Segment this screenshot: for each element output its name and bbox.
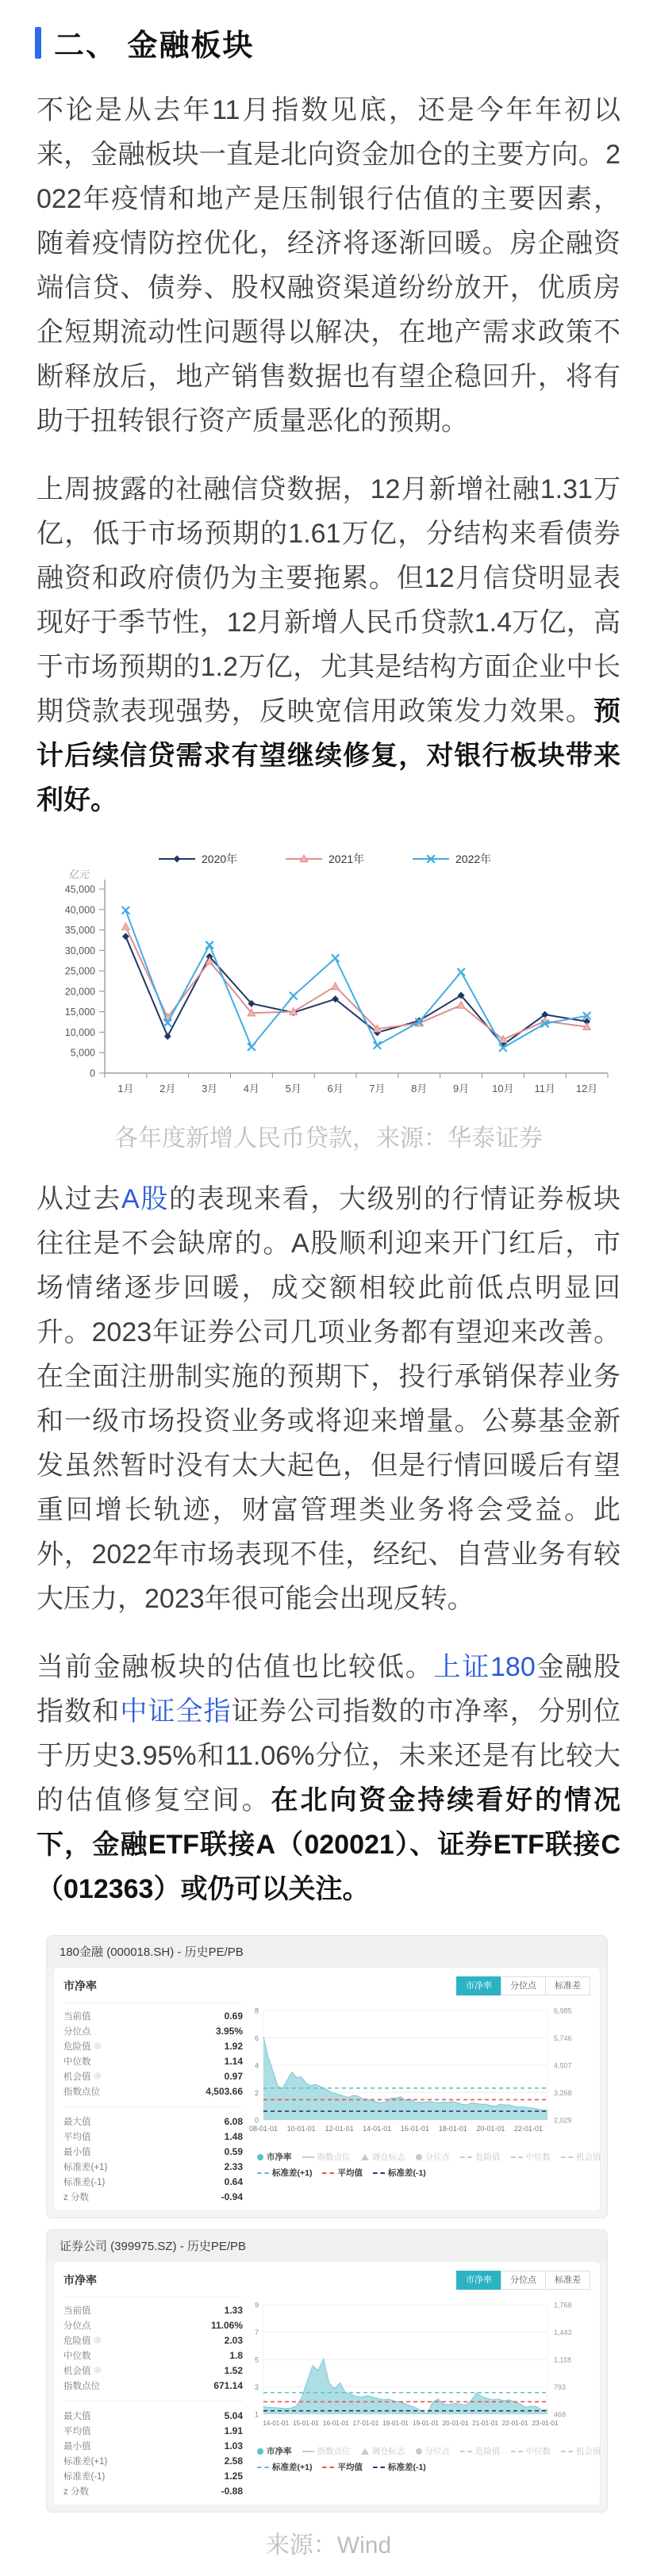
svg-text:9: 9 <box>254 2301 259 2310</box>
legend-item-危险值[interactable]: 危险值 <box>460 2445 501 2457</box>
triangle-glyph-icon <box>361 2448 369 2455</box>
svg-text:9月: 9月 <box>452 1083 470 1094</box>
stat-value: -0.88 <box>221 2485 243 2497</box>
dash-glyph-icon <box>373 2172 385 2174</box>
svg-text:2020年: 2020年 <box>202 853 238 865</box>
stat-value: 11.06% <box>210 2319 243 2331</box>
svg-text:11月: 11月 <box>534 1083 555 1094</box>
svg-text:18-01-01: 18-01-01 <box>438 2125 467 2133</box>
stat-label: 危险值 ◎ <box>63 2336 102 2346</box>
stat-label: 分位点 <box>63 2321 91 2331</box>
svg-text:15-01-01: 15-01-01 <box>292 2420 319 2427</box>
dot-glyph-icon <box>257 2448 263 2455</box>
svg-text:10月: 10月 <box>492 1083 514 1094</box>
stat-row <box>63 2023 243 2038</box>
svg-text:15,000: 15,000 <box>64 1006 95 1018</box>
svg-text:16-01-01: 16-01-01 <box>400 2125 429 2133</box>
tab-分位点[interactable]: 分位点 <box>501 2271 546 2290</box>
text-segment: 当前金融板块的估值也比较低。 <box>36 1652 434 1682</box>
svg-text:18-01-01: 18-01-01 <box>382 2420 409 2427</box>
svg-text:20,000: 20,000 <box>64 986 95 998</box>
stat-value: 2.03 <box>224 2334 243 2346</box>
svg-text:0: 0 <box>90 1068 95 1079</box>
stat-row <box>63 2468 243 2483</box>
stat-label: 指数点位 <box>63 2381 100 2391</box>
svg-text:0: 0 <box>254 2116 259 2125</box>
stat-row <box>63 2008 243 2023</box>
loan-chart-svg <box>32 843 625 1106</box>
svg-text:30,000: 30,000 <box>64 945 95 956</box>
legend-item-中位数[interactable]: 中位数 <box>511 2151 551 2163</box>
stat-value: 2.33 <box>224 2160 243 2172</box>
pb-chart-svg <box>244 2297 592 2441</box>
stat-row <box>63 2438 243 2453</box>
stat-row <box>63 2114 243 2129</box>
info-icon: ◎ <box>94 2041 102 2050</box>
stat-value: 5.04 <box>224 2409 243 2421</box>
stat-row <box>63 2189 243 2204</box>
stat-label: 最小值 <box>63 2147 91 2157</box>
dash-glyph-icon <box>460 2451 472 2452</box>
svg-text:21-01-01: 21-01-01 <box>472 2420 498 2427</box>
stat-row <box>63 2333 243 2348</box>
stat-value: 1.14 <box>224 2055 243 2067</box>
svg-text:2,029: 2,029 <box>554 2116 572 2125</box>
stat-row <box>63 2159 243 2174</box>
svg-text:5,000: 5,000 <box>70 1047 95 1059</box>
svg-text:1,443: 1,443 <box>554 2329 572 2336</box>
stat-row <box>63 2144 243 2159</box>
stat-label: 中位数 <box>63 2351 91 2361</box>
text-segment: 上周披露的社融信贷数据，12月新增社融1.31万亿，低于市场预期的1.61万亿，分结构来看债券融资和政府债仍为主要拖累。但12月信贷明显表现好于季节性，12月新增人民币贷款1.4万亿，高于市场预期的1.2万亿，尤其是结构方面企业中长期贷款表现强势，反映宽信用政策发力效果。 <box>36 474 620 726</box>
svg-text:12-01-01: 12-01-01 <box>325 2125 354 2133</box>
stats-panel <box>63 2003 243 2204</box>
svg-text:22-01-01: 22-01-01 <box>513 2125 544 2133</box>
svg-text:3,268: 3,268 <box>554 2089 572 2097</box>
stat-row <box>63 2053 243 2068</box>
svg-text:7月: 7月 <box>369 1083 386 1094</box>
legend-item-机会值[interactable]: 机会值 <box>561 2151 601 2163</box>
stat-value: 3.95% <box>215 2025 243 2037</box>
text-segment: 预计后续信贷需求有望继续修复，对银行板块带来利好。 <box>36 696 620 815</box>
wind-source-caption: 来源：Wind <box>265 2532 392 2559</box>
pb-legend <box>257 2445 601 2473</box>
svg-text:10,000: 10,000 <box>64 1026 95 1038</box>
dash-glyph-icon <box>322 2467 334 2468</box>
paragraph-2 <box>36 467 620 822</box>
svg-text:1: 1 <box>254 2410 259 2419</box>
svg-text:20-01-01: 20-01-01 <box>476 2125 505 2133</box>
stat-row <box>63 2083 243 2099</box>
stat-label: z 分数 <box>63 2192 89 2202</box>
article-page <box>0 21 657 2576</box>
svg-text:40,000: 40,000 <box>64 904 95 916</box>
svg-text:793: 793 <box>554 2383 567 2391</box>
svg-text:2: 2 <box>254 2089 259 2097</box>
svg-text:19-01-01: 19-01-01 <box>413 2420 439 2427</box>
stat-value: 4,503.66 <box>206 2085 243 2097</box>
svg-text:4,507: 4,507 <box>554 2061 572 2070</box>
pb-panel-180finance <box>46 1935 608 2218</box>
paragraph-1 <box>36 88 620 443</box>
stat-value: 0.59 <box>224 2145 243 2157</box>
legend-item-指数点位[interactable]: 指数点位 <box>302 2151 351 2163</box>
stats-divider <box>63 2106 243 2107</box>
svg-text:16-01-01: 16-01-01 <box>322 2420 349 2427</box>
dash-glyph-icon <box>257 2172 269 2174</box>
dot-glyph-icon <box>257 2154 263 2160</box>
stat-label: 中位数 <box>63 2057 91 2067</box>
svg-text:20-01-01: 20-01-01 <box>442 2420 469 2427</box>
pb-panel-securities <box>46 2229 608 2513</box>
svg-text:468: 468 <box>554 2410 567 2419</box>
svg-text:12月: 12月 <box>575 1083 598 1094</box>
text-segment: 证券公司指数的市净率，分别位于历史3.95%和11.06%分位，未来还是有比较大的估值修复空间。 <box>36 1696 621 1815</box>
svg-text:5: 5 <box>254 2356 259 2364</box>
info-icon: ◎ <box>94 2072 102 2080</box>
legend-item-平均值[interactable]: 平均值 <box>322 2461 363 2473</box>
stats-panel <box>63 2297 243 2498</box>
legend-item-指数点位[interactable]: 指数点位 <box>302 2445 351 2457</box>
stat-value: 0.97 <box>224 2070 243 2082</box>
legend-item-标准差(+1)[interactable]: 标准差(+1) <box>257 2167 312 2179</box>
legend-item-分位点[interactable]: 分位点 <box>416 2151 451 2163</box>
stat-label: 最小值 <box>63 2441 91 2451</box>
legend-item-标准差(-1)[interactable]: 标准差(-1) <box>373 2461 426 2473</box>
dash-glyph-icon <box>561 2156 573 2158</box>
text-segment: 在北向资金持续看好的情况下，金融ETF联接A（020021）、证券ETF联接C（012363）或仍可以关注。 <box>36 1785 621 1904</box>
svg-text:25,000: 25,000 <box>64 965 95 977</box>
svg-text:8月: 8月 <box>411 1083 428 1094</box>
stat-row <box>63 2129 243 2144</box>
info-icon: ◎ <box>94 2366 102 2375</box>
stat-label: 最大值 <box>63 2117 91 2127</box>
stat-row <box>63 2174 243 2189</box>
svg-text:08-01-01: 08-01-01 <box>248 2125 279 2133</box>
legend-item-标准差(+1)[interactable]: 标准差(+1) <box>257 2461 312 2473</box>
stat-label: 标准差(+1) <box>63 2456 108 2467</box>
svg-text:5月: 5月 <box>285 1083 302 1094</box>
legend-item-调仓标志[interactable]: 调仓标志 <box>361 2445 405 2457</box>
legend-item-标准差(-1)[interactable]: 标准差(-1) <box>373 2167 426 2179</box>
svg-text:17-01-01: 17-01-01 <box>352 2420 379 2427</box>
svg-text:1月: 1月 <box>117 1083 134 1094</box>
svg-text:14-01-01: 14-01-01 <box>363 2125 392 2133</box>
dot-glyph-icon <box>416 2448 422 2455</box>
stat-row <box>63 2317 243 2333</box>
text-segment: 不论是从去年11月指数见底，还是今年年初以来，金融板块一直是北向资金加仓的主要方向。2022年疫情和地产是压制银行估值的主要因素，随着疫情防控优化，经济将逐渐回暖。房企融资端信贷、债券、股权融资渠道纷纷放开，优质房企短期流动性问题得以解决，在地产需求政策不断释放后，地产销售数据也有望企稳回升，将有助于扭转银行资产质量恶化的预期。 <box>36 95 620 436</box>
text-segment: 金融股指数和 <box>36 1652 621 1727</box>
legend-item-中位数[interactable]: 中位数 <box>511 2445 551 2457</box>
svg-text:亿元: 亿元 <box>68 868 90 880</box>
dash-glyph-icon <box>511 2156 523 2158</box>
dot-glyph-icon <box>416 2154 422 2160</box>
svg-text:1,768: 1,768 <box>554 2301 572 2310</box>
stat-value: 1.33 <box>224 2304 243 2316</box>
stat-label: 平均值 <box>63 2426 91 2436</box>
pb-card <box>53 1967 601 2211</box>
pb-plot <box>243 2297 601 2498</box>
dash-glyph-icon <box>561 2451 573 2452</box>
legend-item-市净率[interactable]: 市净率 <box>257 2151 292 2163</box>
stat-value: 1.92 <box>224 2040 243 2052</box>
inline-link[interactable]: A股 <box>121 1184 170 1214</box>
stat-row <box>63 2408 243 2423</box>
stat-label: z 分数 <box>63 2486 89 2497</box>
stat-row <box>63 2483 243 2498</box>
svg-text:1,118: 1,118 <box>554 2356 571 2364</box>
svg-text:45,000: 45,000 <box>64 884 95 895</box>
stat-label: 当前值 <box>63 2011 91 2022</box>
line-glyph-icon <box>302 2451 314 2452</box>
paragraph-4 <box>36 1645 620 1911</box>
stat-value: 0.69 <box>224 2010 243 2022</box>
stat-row <box>63 2453 243 2468</box>
pb-panel-title: 180金融 (000018.SH) - 历史PE/PB <box>47 1936 607 1967</box>
svg-text:3月: 3月 <box>201 1083 218 1094</box>
dash-glyph-icon <box>322 2172 334 2174</box>
line-glyph-icon <box>302 2156 314 2158</box>
stat-row <box>63 2348 243 2363</box>
metric-tabs <box>457 2271 590 2290</box>
stat-label: 机会值 ◎ <box>63 2366 102 2376</box>
stat-row <box>63 2302 243 2317</box>
legend-item-分位点[interactable]: 分位点 <box>416 2445 451 2457</box>
dash-glyph-icon <box>257 2467 269 2468</box>
triangle-glyph-icon <box>361 2154 369 2160</box>
pb-legend <box>257 2151 601 2179</box>
stat-value: 1.52 <box>224 2364 243 2376</box>
pb-plot <box>243 2003 601 2204</box>
stat-label: 当前值 <box>63 2306 91 2316</box>
stat-value: 671.14 <box>213 2379 243 2391</box>
stat-row <box>63 2068 243 2083</box>
metric-label: 市净率 <box>63 1980 97 1992</box>
stats-divider <box>63 2401 243 2402</box>
stat-value: 1.8 <box>229 2349 243 2361</box>
section-heading <box>35 21 622 64</box>
stat-value: 1.48 <box>224 2130 243 2142</box>
svg-text:2022年: 2022年 <box>455 853 492 865</box>
svg-text:6: 6 <box>254 2034 259 2042</box>
stat-value: 1.91 <box>224 2425 243 2436</box>
inline-link[interactable]: 上证180 <box>433 1652 536 1682</box>
stat-value: 1.25 <box>224 2470 243 2482</box>
stat-label: 指数点位 <box>63 2087 100 2097</box>
loan-chart-figure <box>32 843 625 1153</box>
svg-text:6,985: 6,985 <box>554 2007 572 2015</box>
dash-glyph-icon <box>511 2451 523 2452</box>
svg-text:2021年: 2021年 <box>328 853 365 865</box>
tab-标准差[interactable]: 标准差 <box>545 2271 590 2290</box>
svg-text:2月: 2月 <box>159 1083 176 1094</box>
legend-item-平均值[interactable]: 平均值 <box>322 2167 363 2179</box>
dash-glyph-icon <box>373 2467 385 2468</box>
tab-市净率[interactable]: 市净率 <box>456 1976 501 1995</box>
stat-value: -0.94 <box>221 2191 243 2202</box>
legend-item-危险值[interactable]: 危险值 <box>460 2151 501 2163</box>
stat-row <box>63 2038 243 2053</box>
heading-accent-bar <box>35 27 41 59</box>
paragraph-3 <box>36 1177 620 1621</box>
svg-text:5,746: 5,746 <box>554 2034 572 2042</box>
stat-value: 0.64 <box>224 2175 243 2187</box>
inline-link[interactable]: 中证全指 <box>120 1696 232 1727</box>
pb-panel-title: 证券公司 (399975.SZ) - 历史PE/PB <box>47 2230 607 2261</box>
stat-value: 2.58 <box>224 2455 243 2467</box>
stat-label: 标准差(+1) <box>63 2162 108 2172</box>
info-icon: ◎ <box>94 2336 102 2344</box>
dash-glyph-icon <box>460 2156 472 2158</box>
pb-card <box>53 2261 601 2505</box>
stat-label: 危险值 ◎ <box>63 2041 102 2052</box>
stat-label: 标准差(-1) <box>63 2471 106 2482</box>
stat-value: 6.08 <box>224 2115 243 2127</box>
svg-text:6月: 6月 <box>327 1083 344 1094</box>
loan-chart-caption: 各年度新增人民币贷款，来源：华泰证券 <box>114 1125 543 1152</box>
svg-text:10-01-01: 10-01-01 <box>286 2125 316 2133</box>
page-title: 二、 金融板块 <box>54 29 255 63</box>
stat-row <box>63 2423 243 2438</box>
svg-text:23-01-01: 23-01-01 <box>532 2420 559 2427</box>
stat-label: 平均值 <box>63 2132 91 2142</box>
stat-value: 1.03 <box>224 2440 243 2451</box>
stat-label: 机会值 ◎ <box>63 2072 102 2082</box>
stat-label: 分位点 <box>63 2026 91 2037</box>
svg-text:14-01-01: 14-01-01 <box>263 2420 290 2427</box>
stat-label: 标准差(-1) <box>63 2177 106 2187</box>
svg-text:7: 7 <box>254 2329 259 2336</box>
tab-分位点[interactable]: 分位点 <box>501 1976 546 1995</box>
stat-label: 最大值 <box>63 2411 91 2421</box>
pb-chart-svg <box>244 2003 592 2147</box>
stat-row <box>63 2378 243 2393</box>
metric-tabs <box>457 1976 590 1995</box>
svg-text:4月: 4月 <box>243 1083 260 1094</box>
svg-text:4: 4 <box>254 2061 259 2070</box>
text-segment: 的表现来看，大级别的行情证券板块往往是不会缺席的。A股顺利迎来开门红后，市场情绪逐步回暖，成交额相较此前低点明显回升。2023年证券公司几项业务都有望迎来改善。在全面注册制实施的预期下，投行承销保荐业务和一级市场投资业务或将迎来增量。公募基金新发虽然暂时没有太大起色，但是行情回暖后有望重回增长轨迹，财富管理类业务将会受益。此外，2022年市场表现不佳，经纪、自营业务有较大压力，2023年很可能会出现反转。 <box>36 1184 620 1614</box>
legend-item-机会值[interactable]: 机会值 <box>561 2445 601 2457</box>
svg-text:22-01-01: 22-01-01 <box>501 2420 528 2427</box>
svg-text:8: 8 <box>254 2007 259 2015</box>
legend-item-市净率[interactable]: 市净率 <box>257 2445 292 2457</box>
svg-text:35,000: 35,000 <box>64 925 95 937</box>
stat-row <box>63 2363 243 2378</box>
tab-市净率[interactable]: 市净率 <box>456 2271 501 2290</box>
svg-text:3: 3 <box>254 2383 259 2391</box>
tab-标准差[interactable]: 标准差 <box>545 1976 590 1995</box>
metric-label: 市净率 <box>63 2274 97 2287</box>
text-segment: 从过去 <box>36 1184 121 1214</box>
legend-item-调仓标志[interactable]: 调仓标志 <box>361 2151 405 2163</box>
